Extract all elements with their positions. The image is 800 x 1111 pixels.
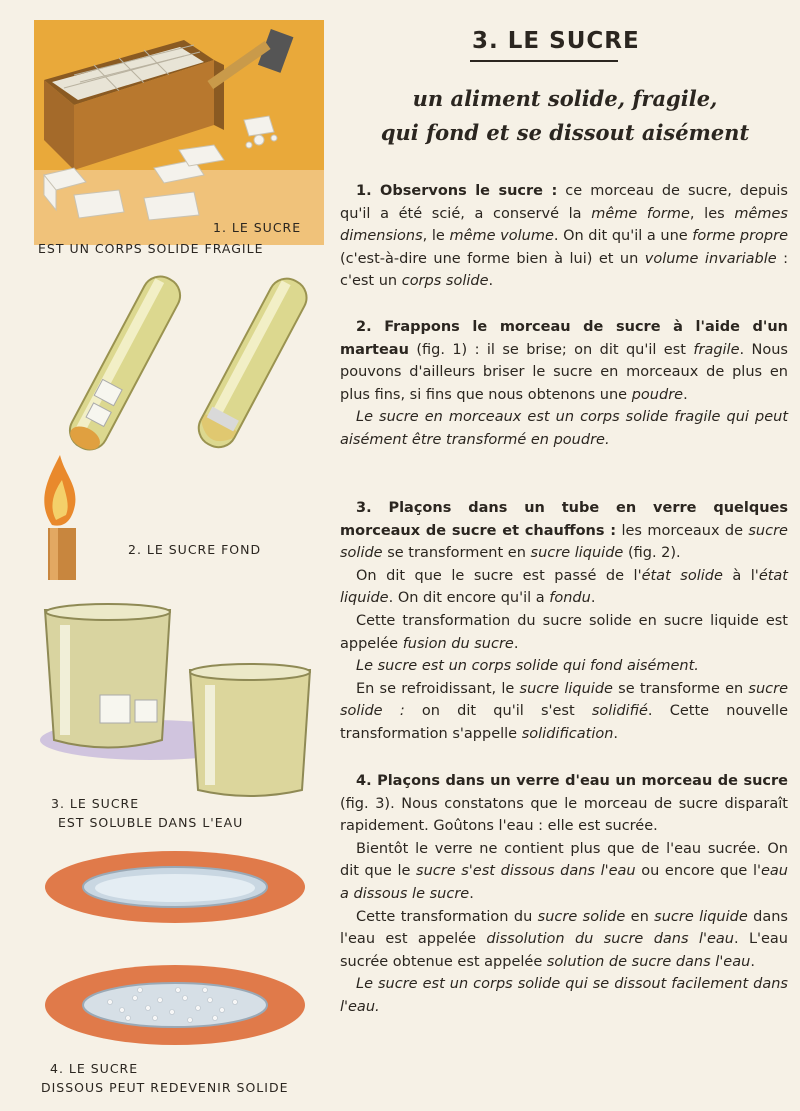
section-1 [340, 180, 788, 293]
section-3-paragraph: 3. Plaçons dans un tube en verre quelques morceaux de sucre et chauffons : les morceaux de sucre solide se transforment en sucre liquide (fig. 2). [340, 500, 788, 562]
title-underline [470, 60, 618, 62]
section-3-state: On dit que le sucre est passé de l'état solide à l'état liquide. On dit encore qu'il a fondu. [340, 567, 788, 607]
caption-fig4-line2: DISSOUS PEUT REDEVENIR SOLIDE [41, 1080, 289, 1095]
section-3 [340, 497, 788, 746]
section-4-paragraph: 4. Plaçons dans un verre d'eau un morceau de sucre (fig. 3). Nous constatons que le morceau de sucre disparaît rapidement. Goûtons l'eau : elle est sucrée. [340, 773, 788, 835]
figure-2-melting-tubes [30, 270, 310, 585]
section-4-conclusion: Le sucre est un corps solide qui se dissout facilement dans l'eau. [340, 976, 788, 1015]
section-2-paragraph: 2. Frappons le morceau de sucre à l'aide d'un marteau (fig. 1) : il se brise; on dit qu'il est fragile. Nous pouvons d'ailleurs briser le sucre en morceaux de plus en plus fins, si fins que nous obtenons une poudre. [340, 319, 788, 403]
subtitle-line1: un aliment solide, fragile, [412, 86, 718, 111]
section-4 [340, 770, 788, 1019]
section-2 [340, 316, 788, 452]
section-3-fusion: Cette transformation du sucre solide en sucre liquide est appelée fusion du sucre. [340, 612, 788, 652]
section-3-solidification: En se refroidissant, le sucre liquide se transforme en sucre solide : on dit qu'il s'est solidifié. Cette nouvelle transformation s'appelle solidification. [340, 680, 789, 742]
caption-fig1-line2: EST UN CORPS SOLIDE FRAGILE [38, 241, 264, 256]
section-1-paragraph: 1. Observons le sucre : ce morceau de sucre, depuis qu'il a été scié, a conservé la même forme, les mêmes dimensions, le même volume. On dit qu'il a une forme propre (c'est-à-dire une forme bien à lui) et un volume invariable : c'est un corps solide. [340, 183, 789, 290]
illustration-column [0, 0, 330, 1111]
section-4-dissolved: Bientôt le verre ne contient plus que de l'eau sucrée. On dit que le sucre s'est dissous dans l'eau ou encore que l'eau a dissous le sucre. [340, 840, 788, 902]
caption-fig1-line1: 1. LE SUCRE [213, 220, 302, 235]
figure-1-sugar-box [34, 20, 324, 245]
subtitle-line2: qui fond et se dissout aisément [380, 120, 750, 145]
figure-4-plates [40, 840, 330, 1060]
caption-fig3-line1: 3. LE SUCRE [51, 796, 140, 811]
caption-fig2: 2. LE SUCRE FOND [128, 542, 262, 557]
caption-fig3-line2: EST SOLUBLE DANS L'EAU [58, 815, 244, 830]
page-title: 3. LE SUCRE [472, 28, 640, 54]
figure-3-glasses [40, 600, 325, 800]
section-3-conclusion: Le sucre est un corps solide qui fond aisément. [356, 658, 699, 675]
caption-fig4-line1: 4. LE SUCRE [50, 1061, 139, 1076]
section-2-conclusion: Le sucre en morceaux est un corps solide fragile qui peut aisément être transformé en poudre. [340, 409, 788, 448]
section-4-dissolution: Cette transformation du sucre solide en sucre liquide dans l'eau est appelée dissolution du sucre dans l'eau. L'eau sucrée obtenue est appelée solution de sucre dans l'eau. [340, 908, 788, 970]
